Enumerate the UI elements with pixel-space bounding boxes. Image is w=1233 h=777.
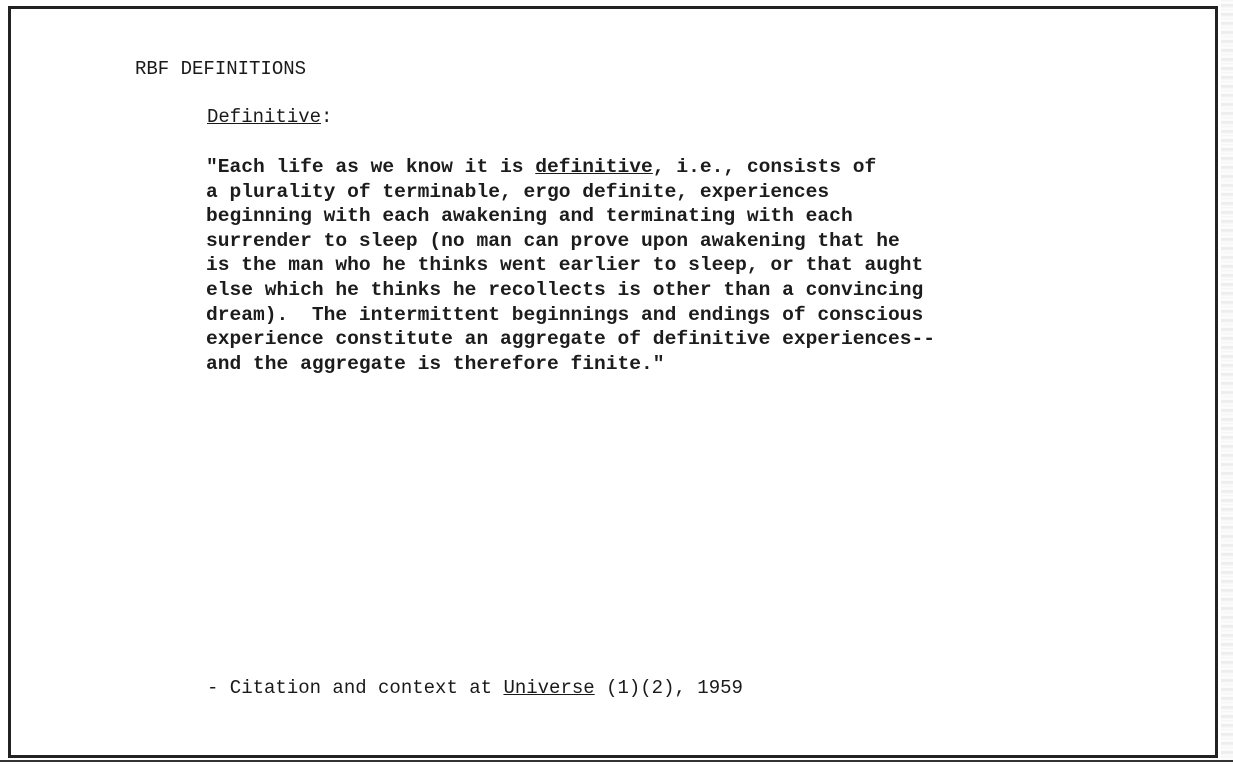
citation-suffix: (1)(2), 1959 (594, 677, 743, 699)
citation-line (207, 677, 743, 699)
quote-line-8: experience constitute an aggregate of definitive experiences-- (206, 328, 936, 351)
quote-line-1-post: , i.e., consists of (652, 156, 877, 178)
quote-line-3: beginning with each awakening and terminating with each (206, 205, 853, 228)
card-heading: RBF DEFINITIONS (135, 58, 307, 80)
definition-quote (206, 155, 935, 376)
quote-line-1-pre: "Each life as we know it is (206, 156, 536, 178)
term-colon: : (321, 106, 333, 128)
citation-prefix: - Citation and context at (207, 677, 504, 699)
next-card-edge (0, 760, 1233, 777)
quote-term: definitive (535, 156, 653, 178)
quote-line-6: else which he thinks he recollects is other than a convincing (206, 278, 924, 301)
quote-line-2: a plurality of terminable, ergo definite, experiences (206, 180, 830, 203)
term-title (207, 106, 332, 128)
paper-edge-texture (1221, 0, 1233, 775)
quote-line-4: surrender to sleep (no man can prove upon awakening that he (206, 229, 900, 252)
quote-line-5: is the man who he thinks went earlier to sleep, or that aught (206, 254, 924, 277)
definition-card (8, 6, 1218, 758)
quote-line-9: and the aggregate is therefore finite." (206, 352, 665, 375)
quote-line-7: dream). The intermittent beginnings and endings of conscious (206, 303, 924, 326)
term-word: Definitive (207, 106, 322, 128)
citation-link-universe[interactable]: Universe (503, 677, 595, 699)
